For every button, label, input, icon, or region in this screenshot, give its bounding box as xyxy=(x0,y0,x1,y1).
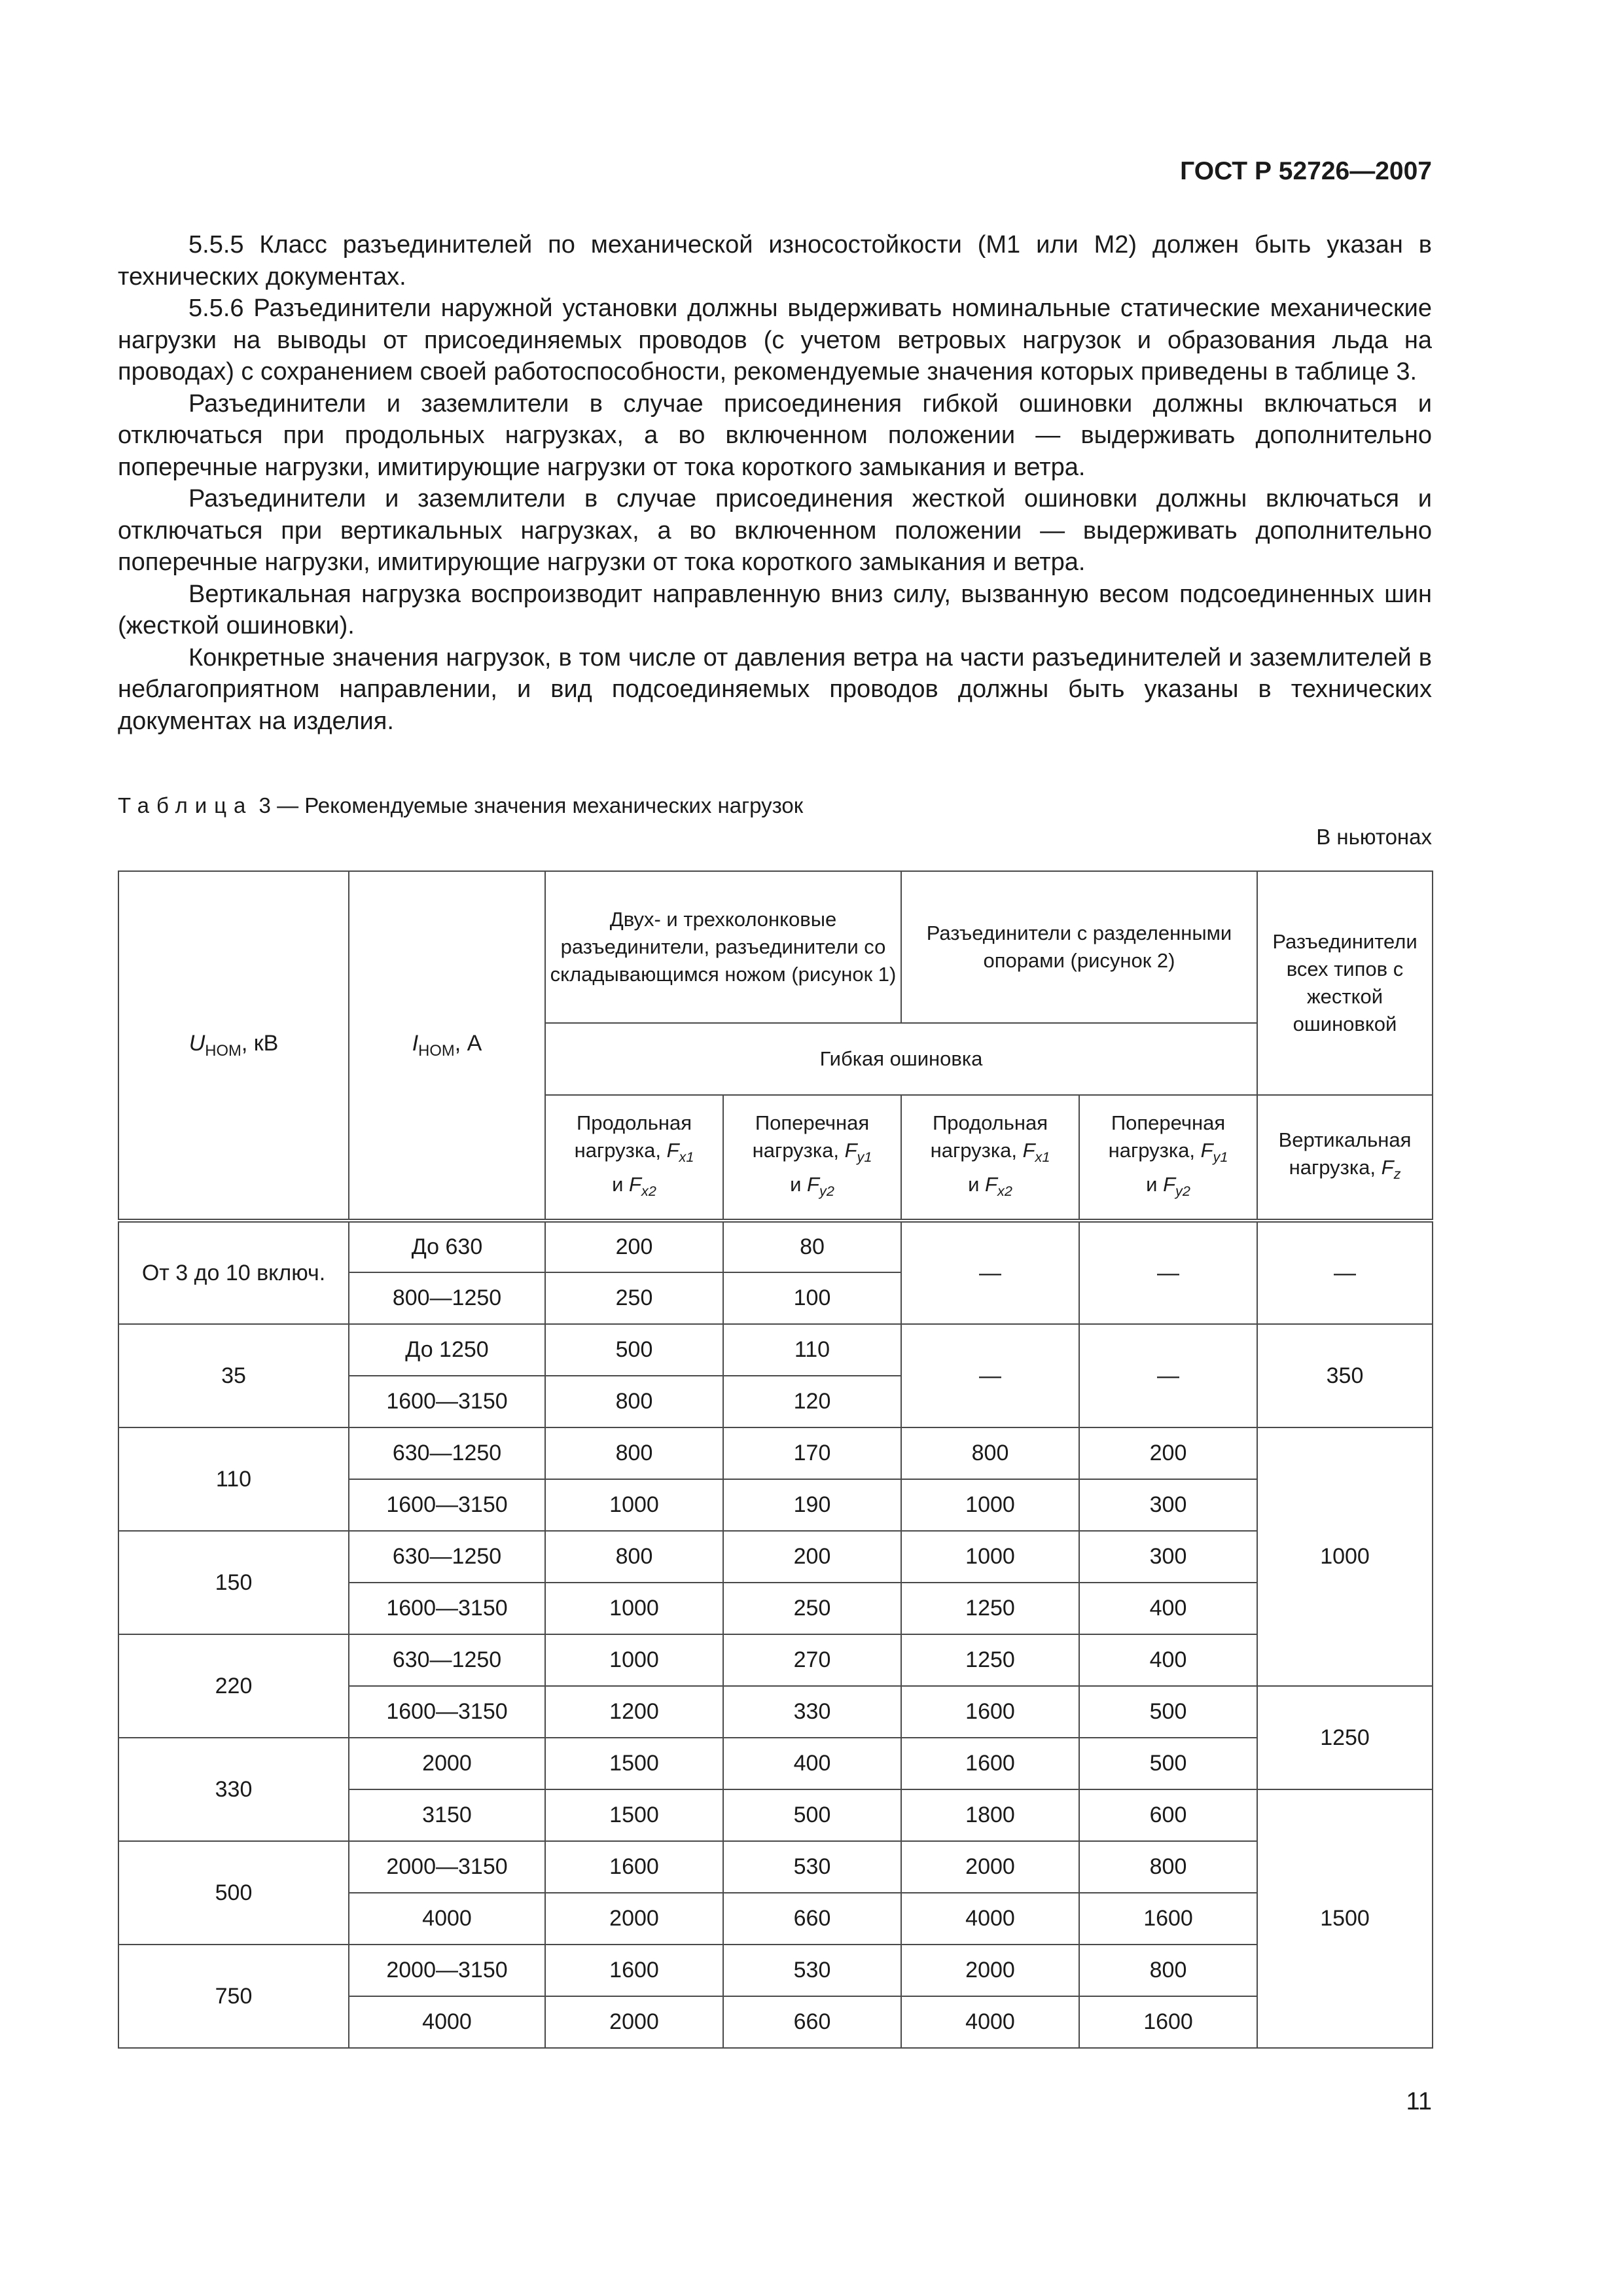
cell-value: 120 xyxy=(723,1376,901,1427)
cell-current: 1600—3150 xyxy=(349,1376,545,1427)
cell-current: 1600—3150 xyxy=(349,1686,545,1738)
header-flexible-busbar: Гибкая ошиновка xyxy=(545,1023,1257,1095)
cell-value: 1600 xyxy=(545,1945,723,1996)
paragraph-specific-values: Конкретные значения нагрузок, в том числе от давления ветра на части разъединителей и заземлителей в неблагоприятном направлении, и вид подсоединяемых проводов должны быть указаны в технических документах на изделия. xyxy=(118,643,1432,735)
cell-value: — xyxy=(901,1324,1079,1427)
cell-value: 200 xyxy=(723,1531,901,1583)
cell-value: 330 xyxy=(723,1686,901,1738)
cell-value: 1600 xyxy=(901,1738,1079,1789)
cell-value: 110 xyxy=(723,1324,901,1376)
cell-value: 500 xyxy=(545,1324,723,1376)
cell-current: 1600—3150 xyxy=(349,1583,545,1634)
cell-value: 400 xyxy=(723,1738,901,1789)
cell-value: 1600 xyxy=(1079,1893,1257,1945)
cell-value: 300 xyxy=(1079,1479,1257,1531)
cell-value: 1000 xyxy=(545,1634,723,1686)
header-transverse-load-1: Поперечная нагрузка, $F_{y1}$ и $F_{y2}$ xyxy=(723,1095,901,1221)
cell-voltage: 110 xyxy=(118,1427,349,1531)
cell-value: 400 xyxy=(1079,1583,1257,1634)
table-caption-title: 3 — Рекомендуемые значения механических нагрузок xyxy=(253,793,804,817)
cell-value: 800 xyxy=(1079,1841,1257,1893)
cell-value: 660 xyxy=(723,1996,901,2048)
body-text xyxy=(118,229,1432,737)
cell-value: — xyxy=(1257,1221,1433,1324)
cell-current: 3150 xyxy=(349,1789,545,1841)
cell-value: 1250 xyxy=(1257,1686,1433,1789)
cell-value: 1500 xyxy=(545,1738,723,1789)
cell-voltage: 330 xyxy=(118,1738,349,1841)
cell-voltage: От 3 до 10 включ. xyxy=(118,1221,349,1324)
cell-value: 200 xyxy=(1079,1427,1257,1479)
cell-current: 4000 xyxy=(349,1893,545,1945)
cell-value: — xyxy=(901,1221,1079,1324)
header-rated-voltage: $U_{НОМ}$, кВ xyxy=(118,871,349,1221)
cell-current: 800—1250 xyxy=(349,1272,545,1324)
cell-value: 1250 xyxy=(901,1583,1079,1634)
cell-value: 1500 xyxy=(545,1789,723,1841)
cell-value: 4000 xyxy=(901,1996,1079,2048)
cell-current: До 1250 xyxy=(349,1324,545,1376)
cell-value: 200 xyxy=(545,1221,723,1272)
table-row xyxy=(118,1221,1433,1272)
cell-voltage: 500 xyxy=(118,1841,349,1945)
cell-value: 800 xyxy=(901,1427,1079,1479)
cell-value: 80 xyxy=(723,1221,901,1272)
cell-value: 300 xyxy=(1079,1531,1257,1583)
cell-value: 1800 xyxy=(901,1789,1079,1841)
table-row xyxy=(118,1738,1433,1789)
cell-current: 2000 xyxy=(349,1738,545,1789)
cell-value: 250 xyxy=(723,1583,901,1634)
cell-current: 2000—3150 xyxy=(349,1945,545,1996)
table-units: В ньютонах xyxy=(1316,825,1432,849)
cell-value: 1000 xyxy=(1257,1427,1433,1686)
cell-voltage: 35 xyxy=(118,1324,349,1427)
cell-value: 800 xyxy=(545,1531,723,1583)
header-rated-current: $I_{НОМ}$, А xyxy=(349,871,545,1221)
cell-value: — xyxy=(1079,1221,1257,1324)
cell-value: 1600 xyxy=(901,1686,1079,1738)
cell-current: 2000—3150 xyxy=(349,1841,545,1893)
cell-value: 2000 xyxy=(545,1996,723,2048)
paragraph-flexible-busbar: Разъединители и заземлители в случае присоединения гибкой ошиновки должны включаться и отключаться при продольных нагрузках, а во включенном положении — выдерживать дополнительно поперечные нагрузки, имитирующие нагрузки от тока короткого замыкания и ветра. xyxy=(118,389,1432,481)
cell-value: 4000 xyxy=(901,1893,1079,1945)
cell-value: 500 xyxy=(1079,1686,1257,1738)
cell-current: 630—1250 xyxy=(349,1427,545,1479)
paragraph-5-5-5: 5.5.5 Класс разъединителей по механической износостойкости (М1 или М2) должен быть указан в технических документах. xyxy=(118,231,1432,291)
paragraph-rigid-busbar: Разъединители и заземлители в случае присоединения жесткой ошиновки должны включаться и отключаться при вертикальных нагрузках, а во включенном положении — выдерживать дополнительно поперечные нагрузки, имитирующие нагрузки от тока короткого замыкания и ветра. xyxy=(118,485,1432,576)
cell-value: 500 xyxy=(723,1789,901,1841)
table-header-row-1 xyxy=(118,871,1433,1023)
cell-value: 270 xyxy=(723,1634,901,1686)
cell-value: — xyxy=(1079,1324,1257,1427)
cell-value: 350 xyxy=(1257,1324,1433,1427)
cell-value: 1600 xyxy=(545,1841,723,1893)
table-row xyxy=(118,1531,1433,1583)
paragraph-vertical-load: Вертикальная нагрузка воспроизводит направленную вниз силу, вызванную весом подсоединенных шин (жесткой ошиновки). xyxy=(118,580,1432,639)
cell-value: 1000 xyxy=(901,1479,1079,1531)
cell-value: 1500 xyxy=(1257,1789,1433,2048)
cell-value: 1000 xyxy=(545,1583,723,1634)
table-row xyxy=(118,1945,1433,1996)
cell-value: 800 xyxy=(545,1427,723,1479)
cell-current: 4000 xyxy=(349,1996,545,2048)
cell-value: 800 xyxy=(545,1376,723,1427)
header-group-separated-supports: Разъединители с разделенными опорами (рисунок 2) xyxy=(901,871,1257,1023)
table-caption-word: Таблица xyxy=(118,793,253,817)
cell-value: 100 xyxy=(723,1272,901,1324)
cell-current: 1600—3150 xyxy=(349,1479,545,1531)
table-row xyxy=(118,1634,1433,1686)
cell-value: 1200 xyxy=(545,1686,723,1738)
header-longitudinal-load-1: Продольная нагрузка, $F_{x1}$ и $F_{x2}$ xyxy=(545,1095,723,1221)
cell-value: 2000 xyxy=(545,1893,723,1945)
cell-value: 500 xyxy=(1079,1738,1257,1789)
cell-value: 1600 xyxy=(1079,1996,1257,2048)
cell-value: 1000 xyxy=(545,1479,723,1531)
cell-voltage: 150 xyxy=(118,1531,349,1634)
header-vertical-load: Вертикальная нагрузка, $F_z$ xyxy=(1257,1095,1433,1221)
table-row xyxy=(118,1427,1433,1479)
header-transverse-load-2: Поперечная нагрузка, $F_{y1}$ и $F_{y2}$ xyxy=(1079,1095,1257,1221)
header-longitudinal-load-2: Продольная нагрузка, $F_{x1}$ и $F_{x2}$ xyxy=(901,1095,1079,1221)
cell-current: До 630 xyxy=(349,1221,545,1272)
cell-value: 170 xyxy=(723,1427,901,1479)
cell-voltage: 220 xyxy=(118,1634,349,1738)
table-caption xyxy=(118,793,803,818)
cell-value: 600 xyxy=(1079,1789,1257,1841)
cell-value: 400 xyxy=(1079,1634,1257,1686)
cell-value: 1250 xyxy=(901,1634,1079,1686)
cell-value: 250 xyxy=(545,1272,723,1324)
cell-value: 800 xyxy=(1079,1945,1257,1996)
table-row xyxy=(118,1324,1433,1376)
table-row xyxy=(118,1841,1433,1893)
document-code: ГОСТ Р 52726—2007 xyxy=(1180,157,1432,185)
loads-table xyxy=(118,870,1433,2049)
header-group-column-disconnectors: Двух- и трехколонковые разъединители, разъединители со складывающимся ножом (рисунок 1) xyxy=(545,871,901,1023)
cell-value: 190 xyxy=(723,1479,901,1531)
cell-voltage: 750 xyxy=(118,1945,349,2048)
cell-value: 530 xyxy=(723,1841,901,1893)
cell-current: 630—1250 xyxy=(349,1531,545,1583)
cell-current: 630—1250 xyxy=(349,1634,545,1686)
page-number: 11 xyxy=(1406,2088,1432,2115)
cell-value: 1000 xyxy=(901,1531,1079,1583)
cell-value: 660 xyxy=(723,1893,901,1945)
cell-value: 2000 xyxy=(901,1945,1079,1996)
header-group-rigid-busbar: Разъединители всех типов с жесткой ошиновкой xyxy=(1257,871,1433,1095)
cell-value: 530 xyxy=(723,1945,901,1996)
paragraph-5-5-6: 5.5.6 Разъединители наружной установки должны выдерживать номинальные статические механические нагрузки на выводы от присоединяемых проводов (с учетом ветровых нагрузок и образования льда на проводах) с сохранением своей работоспособности, рекомендуемые значения которых приведены в таблице 3. xyxy=(118,295,1432,386)
cell-value: 2000 xyxy=(901,1841,1079,1893)
